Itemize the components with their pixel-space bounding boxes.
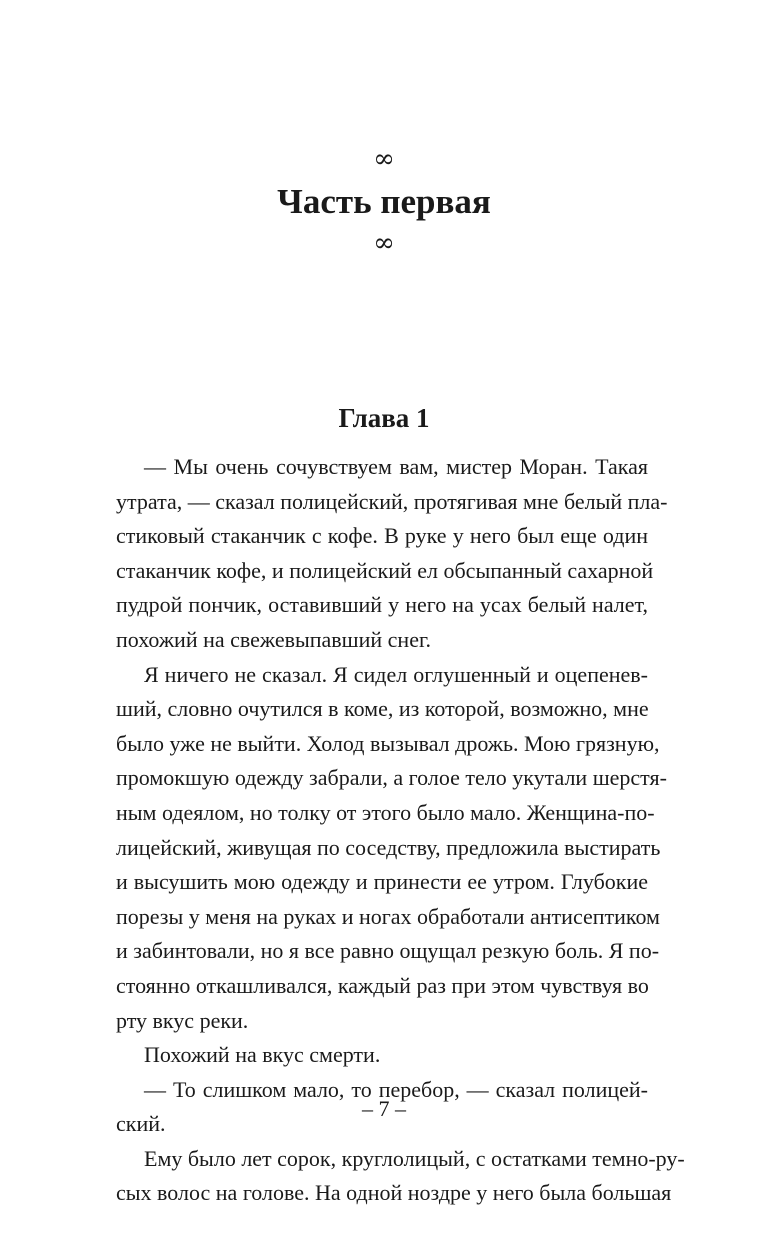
part-title: Часть первая: [277, 182, 491, 221]
text-line: Я ничего не сказал. Я сидел оглушенный и оцепенев-: [144, 661, 648, 687]
text-line: стоянно откашливался, каждый раз при этом чувствуя во: [116, 972, 649, 998]
text-line: и высушить мою одежду и принести ее утром. Глубокие: [116, 869, 648, 895]
text-line: — То слишком мало, то перебор, — сказал полицей-: [144, 1076, 648, 1102]
chapter-title: Глава 1: [338, 403, 430, 433]
text-line: ский.: [116, 1111, 166, 1137]
infinity-ornament-bottom-icon: ∞: [373, 228, 395, 258]
text-line: ным одеялом, но толку от этого было мало. Женщина-по-: [116, 799, 655, 825]
text-line: ший, словно очутился в коме, из которой, возможно, мне: [116, 696, 649, 722]
text-line: стиковый стаканчик с кофе. В руке у него был еще один: [116, 523, 648, 549]
text-line: рту вкус реки.: [116, 1007, 249, 1033]
text-line: было уже не выйти. Холод вызывал дрожь. Мою грязную,: [116, 730, 660, 756]
text-line: утрата, — сказал полицейский, протягивая мне белый пла-: [116, 488, 668, 514]
text-line: порезы у меня на руках и ногах обработали антисептиком: [116, 903, 660, 929]
infinity-ornament-top-icon: ∞: [373, 144, 395, 174]
text-line: стаканчик кофе, и полицейский ел обсыпанный сахарной: [116, 557, 654, 583]
page-number: – 7 –: [362, 1096, 406, 1121]
text-line: сых волос на голове. На одной ноздре у него была большая: [116, 1180, 672, 1206]
text-line: Ему было лет сорок, круглолицый, с остатками темно-ру-: [144, 1145, 685, 1171]
text-line: похожий на свежевыпавший снег.: [116, 626, 432, 652]
text-line: и забинтовали, но я все равно ощущал резкую боль. Я по-: [116, 938, 660, 964]
text-line: лицейский, живущая по соседству, предложила выстирать: [116, 834, 661, 860]
text-line: Похожий на вкус смерти.: [144, 1042, 381, 1068]
text-line: — Мы очень сочувствуем вам, мистер Моран. Такая: [144, 454, 648, 479]
text-line: пудрой пончик, оставивший у него на усах белый налет,: [116, 592, 648, 618]
text-line: промокшую одежду забрали, а голое тело укутали шерстя-: [116, 765, 667, 791]
